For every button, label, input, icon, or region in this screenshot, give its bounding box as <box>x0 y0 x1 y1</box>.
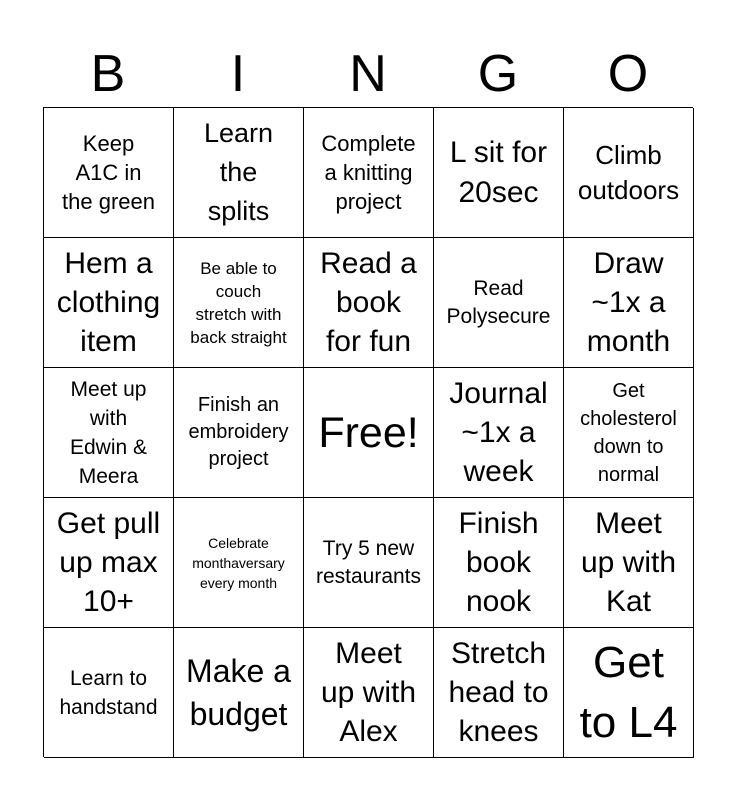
bingo-cell[interactable] <box>564 108 694 238</box>
bingo-cell[interactable] <box>304 108 434 238</box>
bingo-cell[interactable] <box>44 368 174 498</box>
header-letter-i: I <box>230 45 246 103</box>
bingo-cell[interactable] <box>174 498 304 628</box>
cell-text: Meet up with Edwin & Meera <box>69 377 148 488</box>
bingo-cell[interactable] <box>564 498 694 628</box>
free-space-text: Free! <box>318 408 419 457</box>
cell-text: Journal ~1x a week <box>449 377 548 488</box>
bingo-cell[interactable] <box>434 628 564 758</box>
cell-text: Get pull up max 10+ <box>56 507 161 618</box>
bingo-header <box>43 40 693 108</box>
bingo-cell[interactable] <box>304 498 434 628</box>
bingo-grid <box>43 107 693 757</box>
bingo-cell[interactable] <box>434 108 564 238</box>
bingo-cell[interactable] <box>434 238 564 368</box>
cell-text: Read a book for fun <box>320 247 417 358</box>
cell-text: Keep A1C in the green <box>62 131 155 214</box>
cell-text: Climb outdoors <box>577 139 680 205</box>
cell-text: Get cholesterol down to normal <box>580 379 677 486</box>
cell-text: Finish an embroidery project <box>188 394 289 470</box>
bingo-cell[interactable] <box>44 628 174 758</box>
cell-text: Celebrate monthaversary every month <box>192 534 285 591</box>
header-letter-n: N <box>349 45 387 103</box>
cell-text: Complete a knitting project <box>321 131 416 214</box>
header-letter-o: O <box>607 45 649 103</box>
bingo-cell[interactable] <box>564 368 694 498</box>
bingo-cell[interactable] <box>174 368 304 498</box>
bingo-cell[interactable] <box>44 108 174 238</box>
cell-text: Finish book nook <box>458 507 539 618</box>
bingo-cell[interactable] <box>434 498 564 628</box>
bingo-cell[interactable] <box>564 238 694 368</box>
bingo-cell[interactable] <box>304 238 434 368</box>
bingo-cell[interactable] <box>564 628 694 758</box>
cell-text: Be able to couch stretch with back straight <box>190 258 287 347</box>
free-space-cell[interactable] <box>304 368 434 498</box>
cell-text: Try 5 new restaurants <box>315 536 422 588</box>
cell-text: Stretch head to knees <box>448 637 549 748</box>
header-letter-g: G <box>477 45 519 103</box>
bingo-cell[interactable] <box>304 628 434 758</box>
bingo-cell[interactable] <box>434 368 564 498</box>
cell-text: Meet up with Alex <box>320 637 417 748</box>
header-letter-b: B <box>90 45 126 103</box>
cell-text: Learn the splits <box>203 118 274 226</box>
cell-text: Draw ~1x a month <box>586 247 671 358</box>
bingo-cell[interactable] <box>44 238 174 368</box>
cell-text: Read Polysecure <box>446 276 551 328</box>
cell-text: Meet up with Kat <box>580 507 677 618</box>
bingo-cell[interactable] <box>174 108 304 238</box>
cell-text: L sit for 20sec <box>449 135 548 209</box>
bingo-cell[interactable] <box>44 498 174 628</box>
cell-text: Make a budget <box>186 652 291 732</box>
cell-text: Get to L4 <box>579 637 678 747</box>
bingo-cell[interactable] <box>174 628 304 758</box>
cell-text: Learn to handstand <box>59 666 158 719</box>
cell-text: Hem a clothing item <box>56 247 161 358</box>
bingo-cell[interactable] <box>174 238 304 368</box>
